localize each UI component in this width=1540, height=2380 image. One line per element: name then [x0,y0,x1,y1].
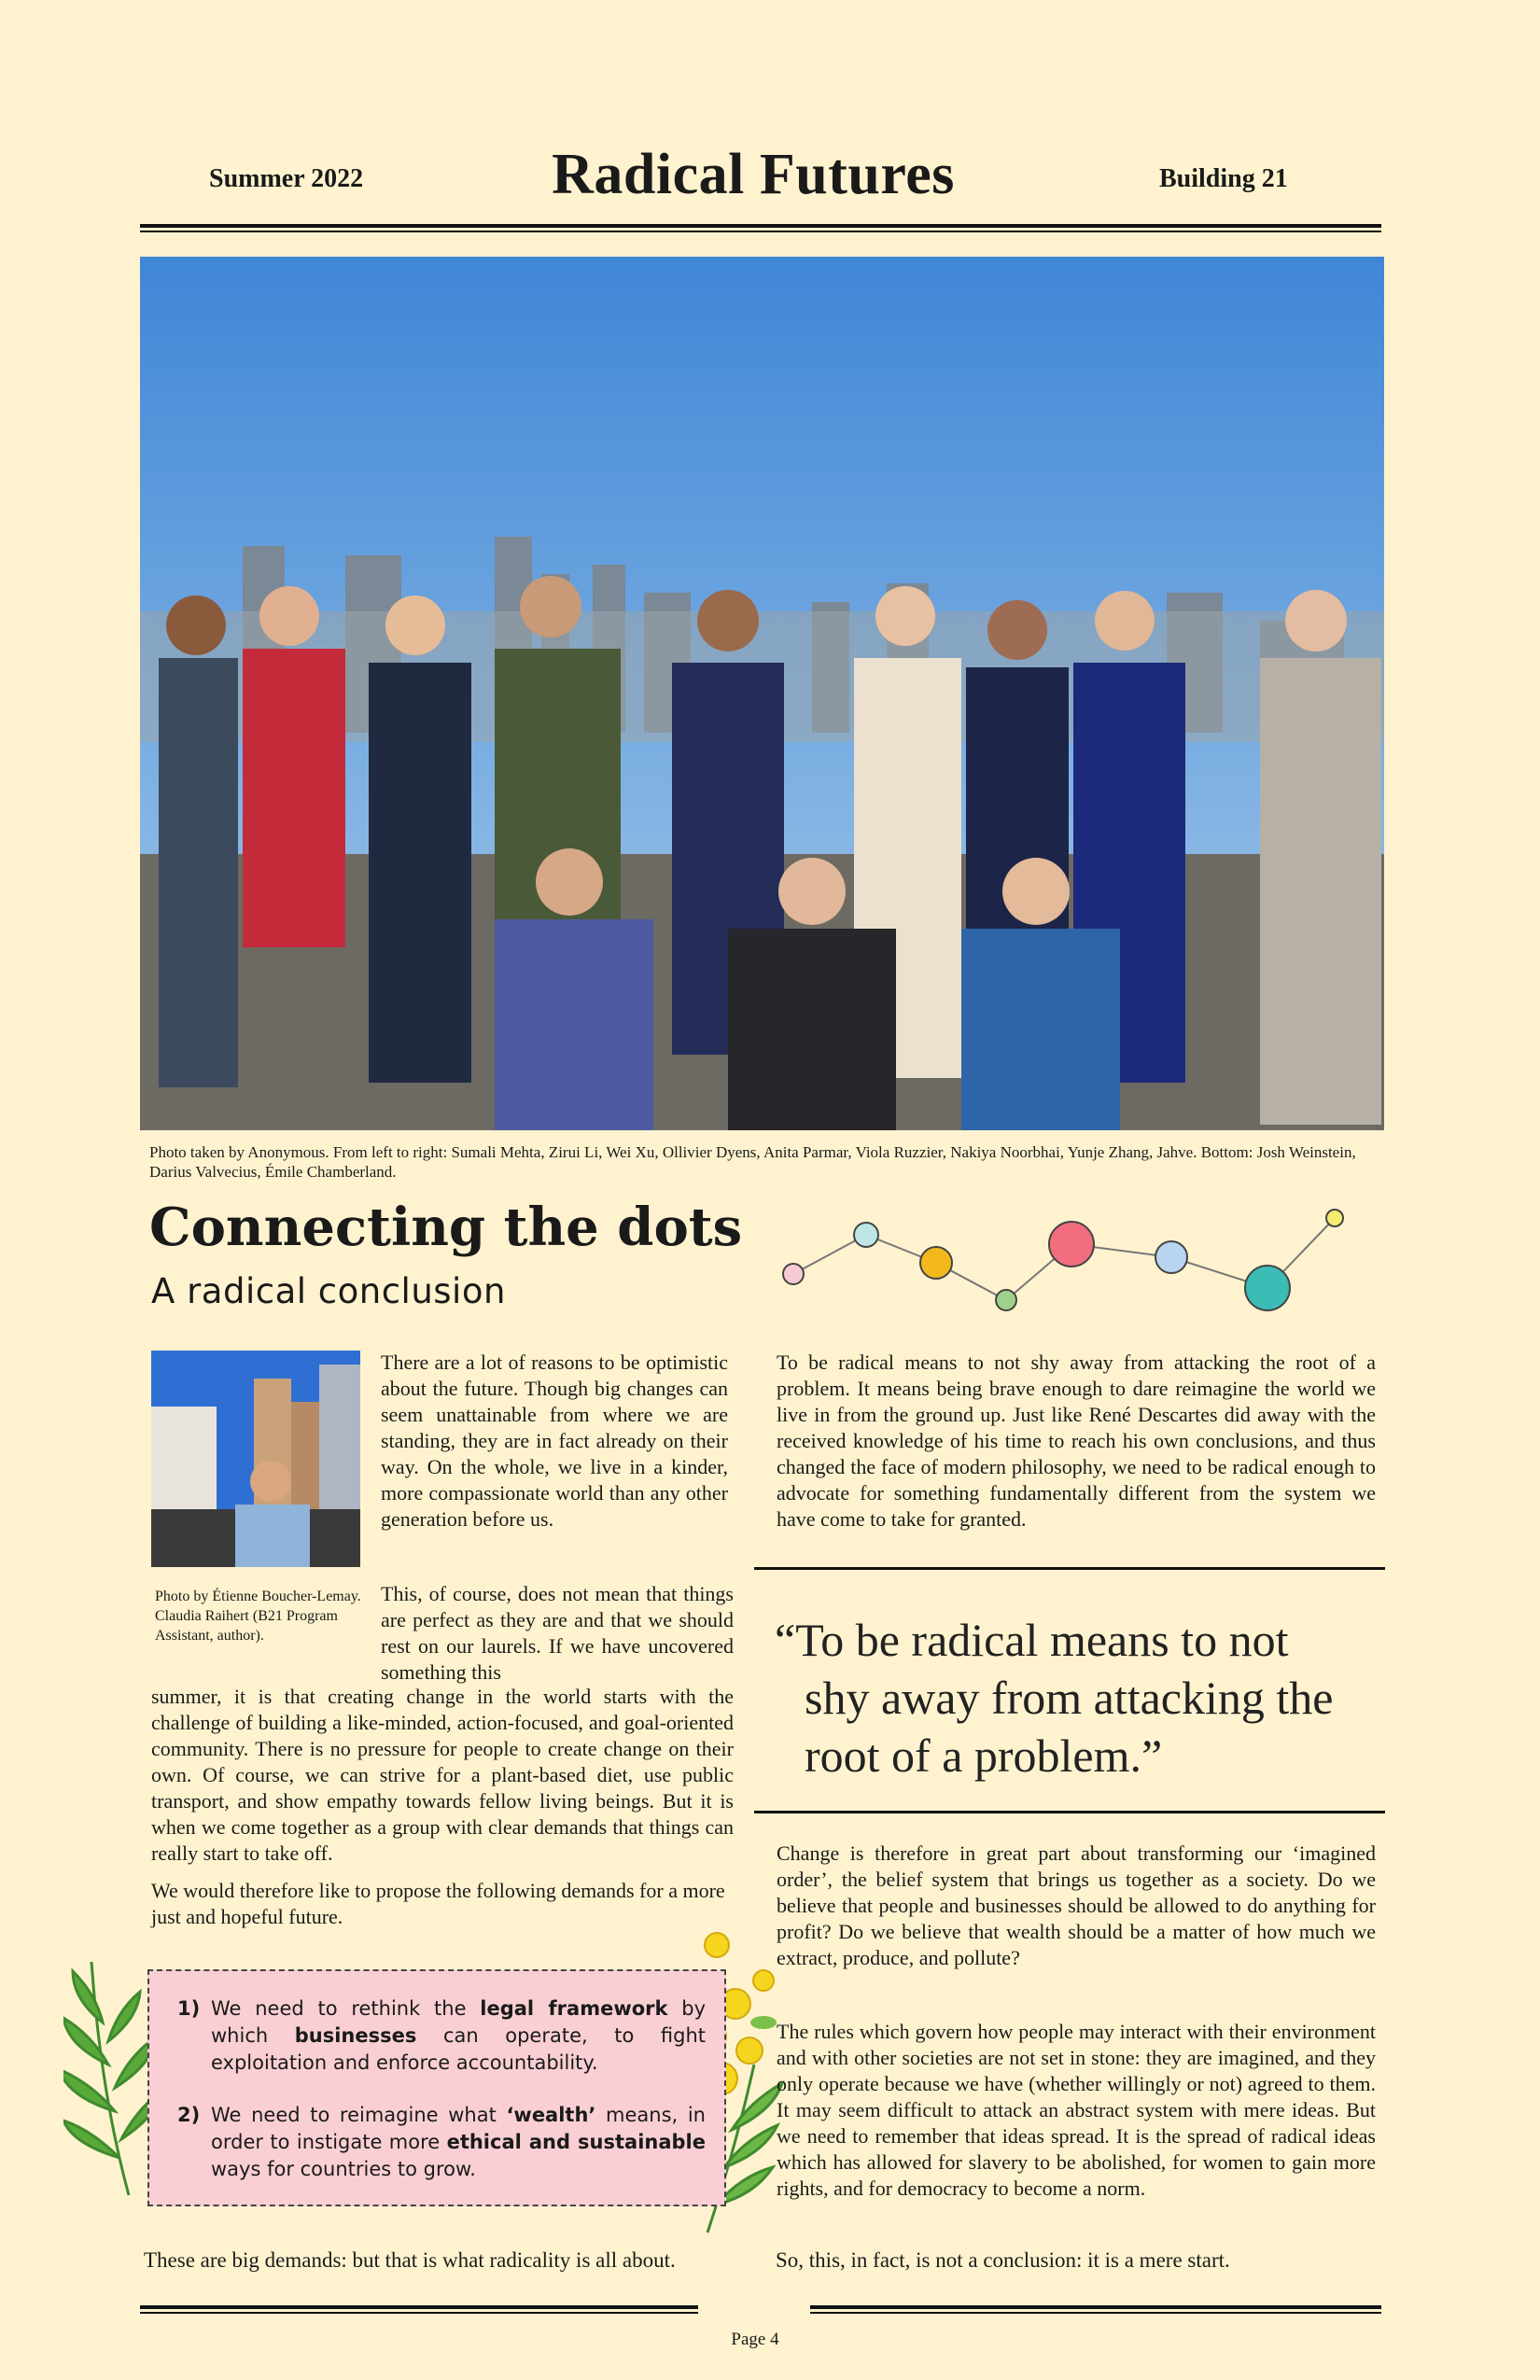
demand-number: 1) [177,1997,201,2020]
group-photo [140,257,1384,1130]
dot-red [1049,1222,1094,1267]
demand-text: means, in order to instigate more [211,2104,706,2153]
closing-right: So, this, in fact, is not a conclusion: it is a mere start. [776,2248,1230,2272]
demand-emphasis: ethical and sustainable [446,2131,706,2153]
pull-quote-line: shy away from attacking the [805,1672,1334,1724]
dot-green [996,1290,1016,1310]
paragraph-laurels-start: This, of course, does not mean that things are perfect as they are and that we should rest on our laurels. If we have uncovered something this [381,1582,734,1684]
dot-blue [1155,1241,1187,1273]
dot-yellow [920,1247,952,1279]
pull-quote-line: root of a problem.” [805,1729,1163,1782]
footer-rule-right [810,2305,1381,2314]
masthead-rule [140,224,1381,232]
article-subhead: A radical conclusion [151,1271,506,1311]
paragraph-laurels-continued: summer, it is that creating change in the world starts with the challenge of building a like-minded, action-focused, and goal-oriented community. There is no pressure for people to create change on their own. Of course, we can strive for a plant-based diet, use public transport, and show empathy towards fellow living beings. But it is when we come together as a group with clear demands that things can really start to take off. [151,1685,734,1865]
demand-text: can operate, to fight exploitation and enforce accountability. [211,2024,706,2074]
issue-date: Summer 2022 [209,164,364,193]
demand-emphasis: businesses [294,2024,417,2047]
pull-quote [775,1611,1372,1785]
paragraph-radical-definition: To be radical means to not shy away from attacking the root of a problem. It means being brave enough to dare reimagine the world we live in from the ground up. Just like René Descartes did away with the received knowledge of his time to reach his own conclusions, and thus changed the face of modern philosophy, we need to be radical enough to advocate for something fundamentally different from the system we have come to take for granted. [777,1351,1376,1531]
demand-emphasis: legal framework [480,1997,668,2020]
quote-rule-bottom [754,1811,1385,1813]
demand-text: ways for countries to grow. [211,2158,476,2180]
article-headline: Connecting the dots [149,1197,743,1258]
demand-text: We need to rethink the [211,1997,481,2020]
paragraph-rules: The rules which govern how people may interact with their environment and with other societies are not set in stone: they are imagined, and they only operate because we have (whether willingly or not) agreed to them. It may seem difficult to attack an abstract system with mere ideas. But we need to remember that ideas spread. It is the spread of radical ideas which has allowed for slavery to be abolished, for women to gain more rights, and for democracy to become a norm. [777,2020,1376,2200]
demand-text: We need to reimagine what [211,2104,507,2126]
building-label: Building 21 [1159,164,1288,193]
dot-pink [783,1264,804,1284]
page-number: Page 4 [731,2330,779,2349]
demands-box [147,1969,726,2206]
author-photo-caption: Photo by Étienne Boucher-Lemay. Claudia Raihert (B21 Program Assistant, author). [155,1589,361,1644]
paragraph-optimism: There are a lot of reasons to be optimistic about the future. Though big changes can seem unattainable from where we are standing, they are in fact already on their way. On the whole, we live in a kinder, more compassionate world than any other generation before us. [381,1351,728,1531]
pull-quote-line: “To be radical means to not [775,1614,1289,1666]
demand-emphasis: ‘wealth’ [506,2104,596,2126]
newsletter-title: Radical Futures [552,143,955,206]
photo-caption: Photo taken by Anonymous. From left to right: Sumali Mehta, Zirui Li, Wei Xu, Ollivier Dyens, Anita Parmar, Viola Ruzzier, Nakiya Noorbhai, Yunje Zhang, Jahve. Bottom: Josh Weinstein, Darius Valvecius, Émile Chamberland. [149,1143,1356,1181]
demand-item-1 [177,1995,706,2077]
demand-item-2 [177,2102,706,2183]
dot-light-blue [854,1223,878,1247]
paragraph-imagined-order: Change is therefore in great part about transforming our ‘imagined order’, the belief system that brings us together as a society. Do we believe that people and businesses should be allowed to do anything for profit? Do we believe that wealth should be a matter of how much we extract, produce, and pollute? [777,1841,1376,1969]
closing-left: These are big demands: but that is what radicality is all about. [144,2248,676,2272]
footer-rule-left [140,2305,698,2314]
dot-small-yellow [1326,1210,1343,1226]
quote-rule-top [754,1567,1385,1570]
author-photo [151,1351,360,1567]
dot-teal [1245,1266,1290,1310]
demand-number: 2) [177,2104,201,2126]
connected-dots-illustration [765,1199,1363,1321]
paragraph-demands-intro: We would therefore like to propose the following demands for a more just and hopeful future. [151,1879,725,1928]
demand-text: by which [211,1997,706,2047]
